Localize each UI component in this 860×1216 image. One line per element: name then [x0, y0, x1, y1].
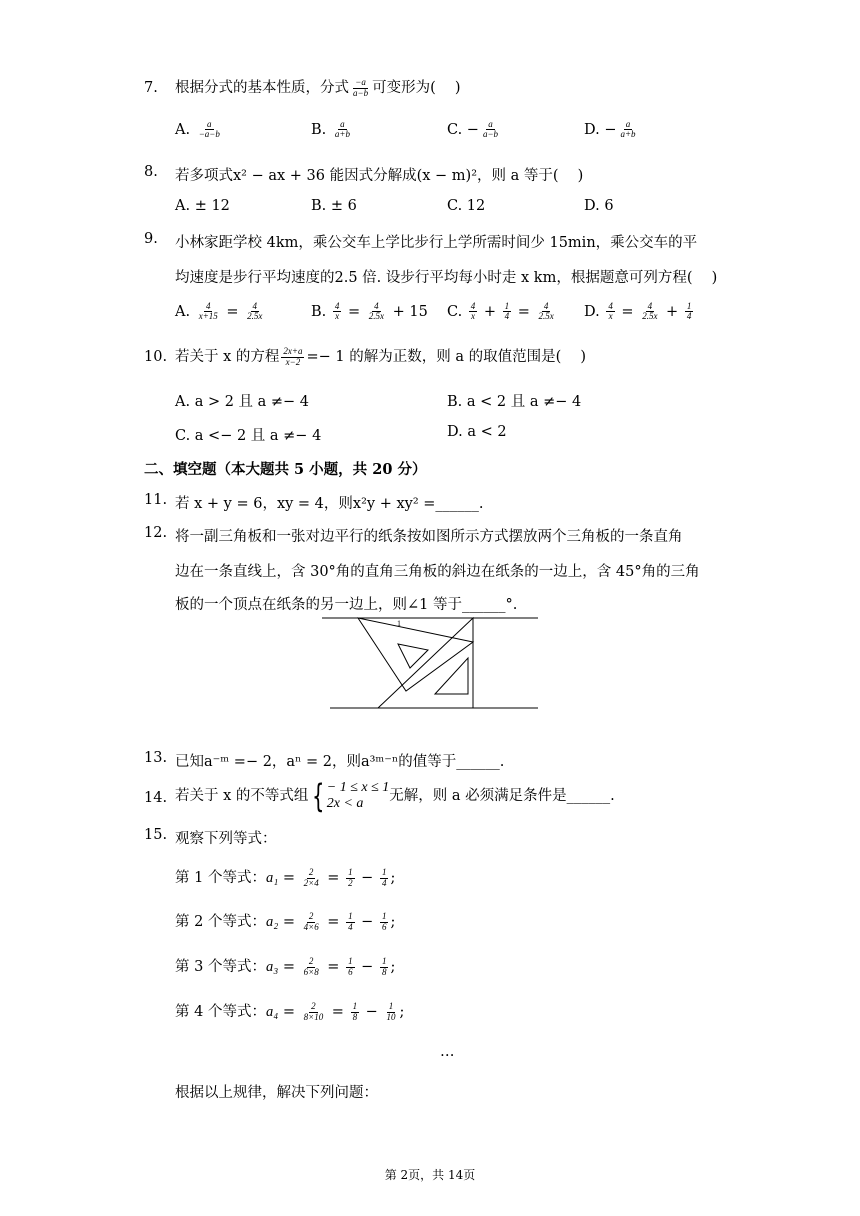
q7-option-a: A. $\frac{a}{-a-b}$ — [175, 119, 220, 140]
q9-line-2: 均速度是步行平均速度的2.5 倍. 设步行平均每小时走 x km，根据题意可列方程( ) — [175, 270, 718, 286]
q8-option-a: A. ± 12 — [175, 198, 230, 214]
q8-stem: 若多项式x² − ax + 36 能因式分解成(x − m)²，则 a 等于( ) — [175, 168, 584, 184]
q15-intro: 观察下列等式： — [175, 831, 277, 847]
q14-number: 14. — [144, 790, 168, 806]
q10-option-a: A. a > 2 且 a ≠− 4 — [175, 394, 310, 410]
q10-option-b: B. a < 2 且 a ≠− 4 — [447, 394, 582, 410]
q7-option-d: D. − $\frac{a}{a+b}$ — [584, 119, 636, 140]
q9-line-1: 小林家距学校 4km，乘公交车上学比步行上学所需时间少 15min，乘公交车的平 — [175, 235, 698, 251]
q8-option-c: C. 12 — [447, 198, 486, 214]
q12-line-3: 板的一个顶点在纸条的另一边上，则∠1 等于______°. — [175, 597, 518, 613]
q15-equation-3: 第 3 个等式：a₃ = $\frac{2}{6\times 8}$ = $\frac{1}{6}$ − $\frac{1}{8}$ ; — [175, 956, 396, 977]
q11-stem: 若 x + y = 6，xy = 4，则x²y + xy² =______. — [175, 496, 484, 512]
q15-equation-4: 第 4 个等式：a₄ = $\frac{2}{8\times 10}$ = $\frac{1}{8}$ − $\frac{1}{10}$ ; — [175, 1001, 405, 1022]
page-footer: 第 2页，共 14页 — [384, 1168, 476, 1182]
q10-option-d: D. a < 2 — [447, 424, 507, 440]
triangle-30 — [358, 618, 473, 691]
q15-closing: 根据以上规律，解决下列问题： — [175, 1085, 378, 1101]
q15-equation-2: 第 2 个等式：a₂ = $\frac{2}{4\times 6}$ = $\frac{1}{4}$ − $\frac{1}{6}$ ; — [175, 911, 396, 932]
q12-line-2: 边在一条直线上，含 30°角的直角三角板的斜边在纸条的一边上，含 45°角的三角 — [175, 564, 700, 580]
q15-equation-1: 第 1 个等式：a₁ = $\frac{2}{2\times 4}$ = $\frac{1}{2}$ − $\frac{1}{4}$ ; — [175, 867, 396, 888]
q8-number: 8. — [144, 164, 158, 180]
q10-number: 10. — [144, 349, 168, 365]
q9-option-b: B. $\frac{4}{x}$ = $\frac{4}{2.5x}$ + 15 — [311, 301, 428, 322]
q8-option-d: D. 6 — [584, 198, 614, 214]
q7-option-c: C. − $\frac{a}{a-b}$ — [447, 119, 499, 140]
section-2-heading: 二、填空题（本大题共 5 小题，共 20 分） — [144, 461, 427, 478]
q13-number: 13. — [144, 750, 168, 766]
q12-triangle-figure — [318, 612, 542, 712]
q9-option-d: D. $\frac{4}{x}$ = $\frac{4}{2.5x}$ + $\frac{1}{4}$ — [584, 301, 692, 322]
q12-line-1: 将一副三角板和一张对边平行的纸条按如图所示方式摆放两个三角板的一条直角 — [175, 529, 683, 545]
q7-option-b: B. $\frac{a}{a+b}$ — [311, 119, 350, 140]
angle-1-label: 1 — [397, 619, 401, 628]
q12-number: 12. — [144, 525, 168, 541]
q10-option-c: C. a <− 2 且 a ≠− 4 — [175, 428, 322, 444]
q8-option-b: B. ± 6 — [311, 198, 357, 214]
q7-number: 7. — [144, 80, 158, 96]
q14-stem: 若关于 x 的不等式组 { − 1 ≤ x ≤ 1 2x < a 无解，则 a 必须满足条件是______. — [175, 777, 615, 815]
triangle-45-hole — [435, 658, 468, 694]
q9-option-c: C. $\frac{4}{x}$ + $\frac{1}{4}$ = $\frac{4}{2.5x}$ — [447, 301, 554, 322]
q13-stem: 已知a⁻ᵐ =− 2，aⁿ = 2，则a³ᵐ⁻ⁿ的值等于______. — [175, 754, 505, 770]
q15-ellipsis: … — [440, 1044, 455, 1060]
q7-stem: 根据分式的基本性质，分式 $\frac{-a}{a-b}$ 可变形为( ) — [175, 77, 461, 98]
q9-number: 9. — [144, 231, 158, 247]
q15-number: 15. — [144, 827, 168, 843]
q9-option-a: A. $\frac{4}{x+15}$ = $\frac{4}{2.5x}$ — [175, 301, 263, 322]
q10-stem: 若关于 x 的方程 $\frac{2x+a}{x-2}$ =− 1 的解为正数，则 a 的取值范围是( ) — [175, 346, 587, 367]
q11-number: 11. — [144, 492, 168, 508]
